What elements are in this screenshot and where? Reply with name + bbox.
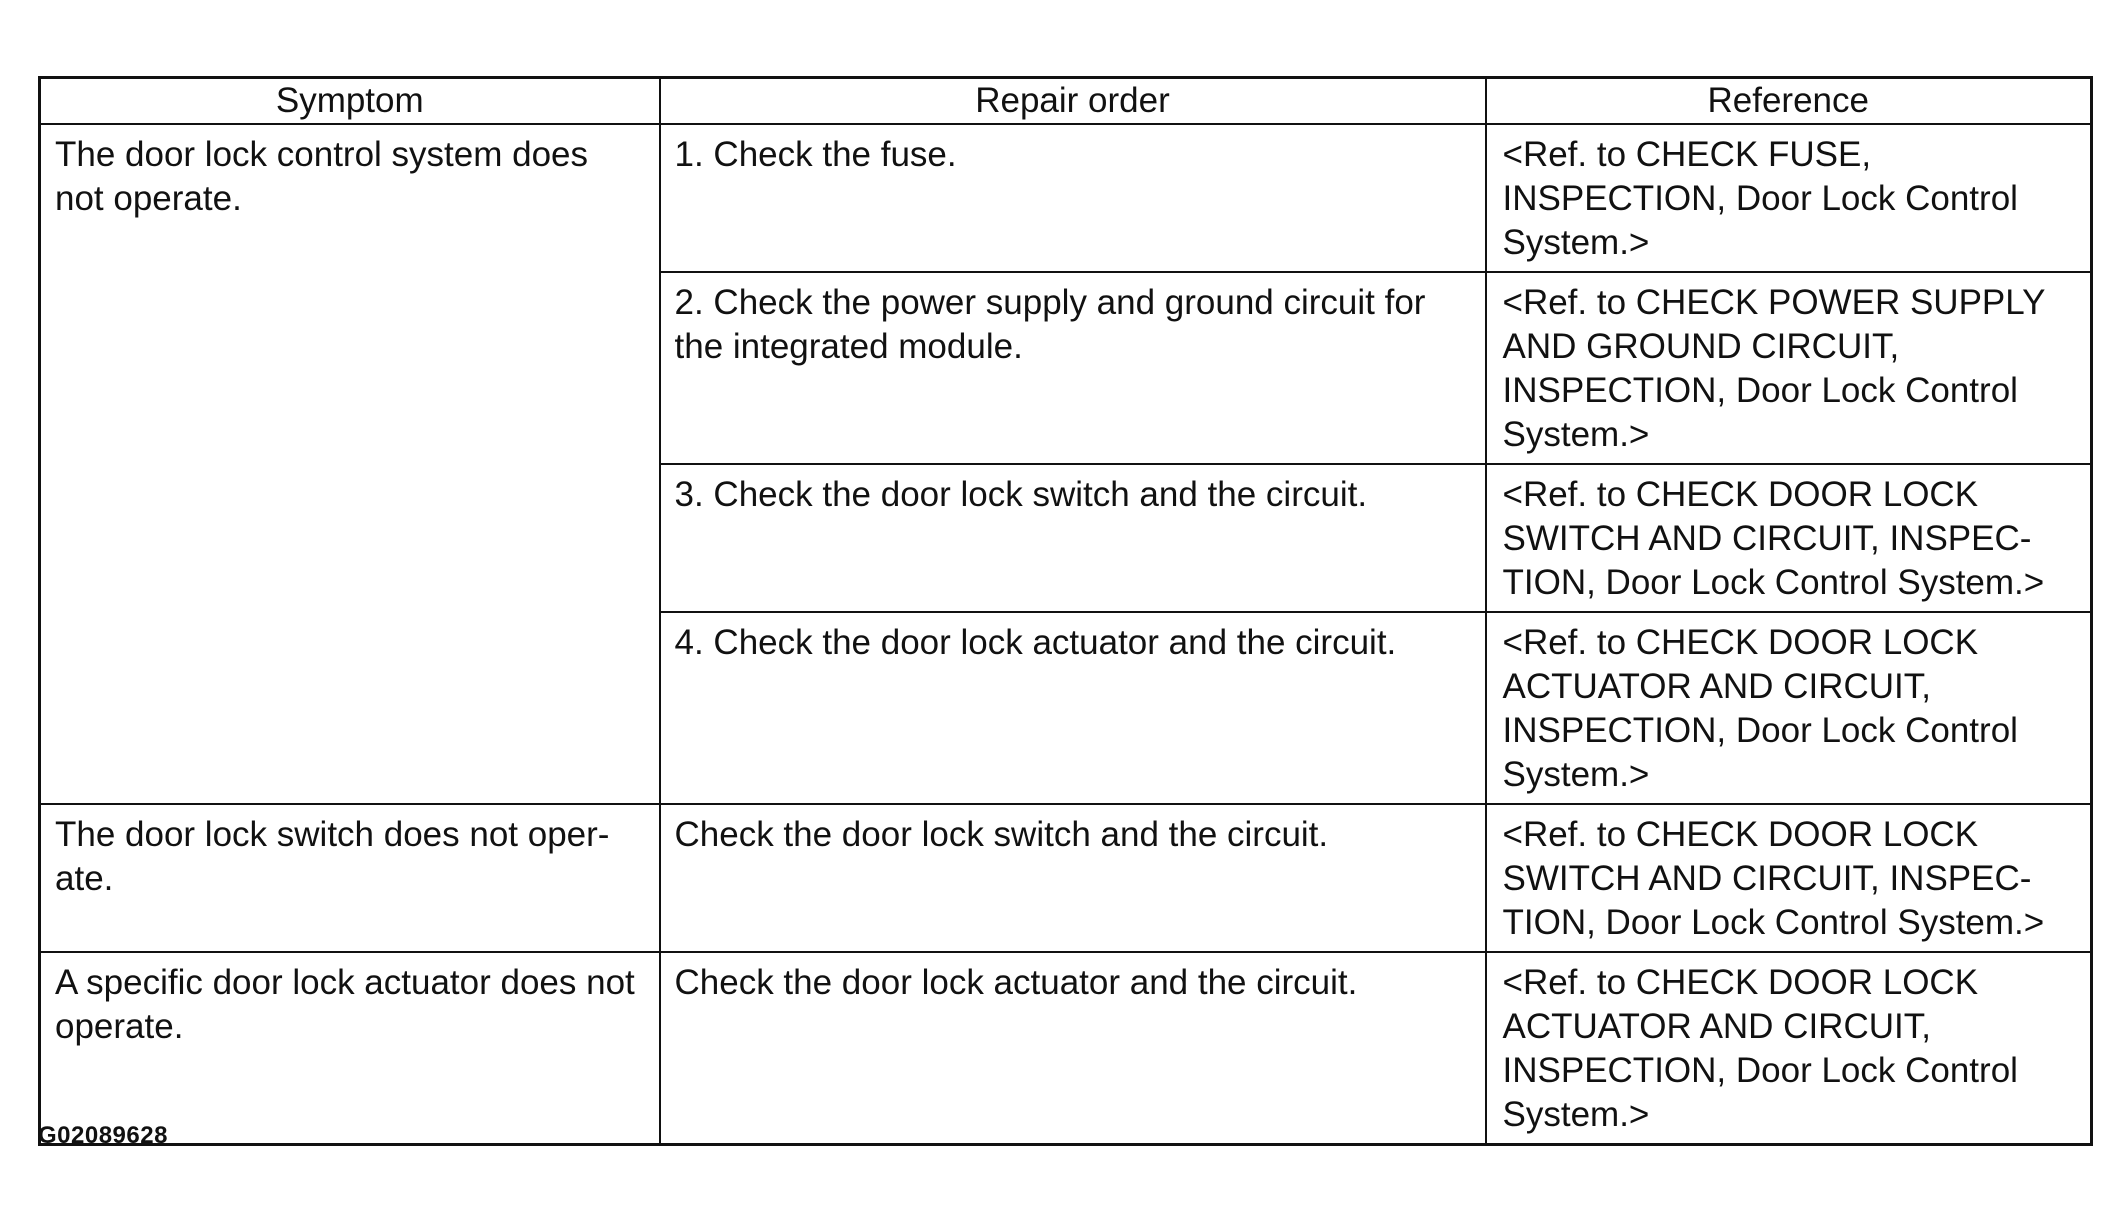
- repair-cell: Check the door lock actuator and the circuit.: [660, 952, 1486, 1145]
- repair-cell: 4. Check the door lock actuator and the circuit.: [660, 612, 1486, 804]
- reference-cell: <Ref. to CHECK POWER SUPPLY AND GROUND CIRCUIT, INSPECTION, Door Lock Control System.>: [1486, 272, 2092, 464]
- repair-cell: 1. Check the fuse.: [660, 124, 1486, 272]
- symptom-cell: The door lock control system does not operate.: [40, 124, 660, 804]
- reference-cell: <Ref. to CHECK DOOR LOCK ACTUATOR AND CIRCUIT, INSPECTION, Door Lock Control System.>: [1486, 952, 2092, 1145]
- symptom-cell: The door lock switch does not oper-ate.: [40, 804, 660, 952]
- header-symptom: Symptom: [40, 78, 660, 125]
- header-reference: Reference: [1486, 78, 2092, 125]
- reference-cell: <Ref. to CHECK FUSE, INSPECTION, Door Lock Control System.>: [1486, 124, 2092, 272]
- troubleshooting-table-container: [38, 76, 2090, 1146]
- reference-cell: <Ref. to CHECK DOOR LOCK SWITCH AND CIRCUIT, INSPEC-TION, Door Lock Control System.>: [1486, 464, 2092, 612]
- symptom-cell: A specific door lock actuator does not operate.: [40, 952, 660, 1145]
- table-row: [40, 804, 2092, 952]
- repair-cell: 3. Check the door lock switch and the circuit.: [660, 464, 1486, 612]
- reference-cell: <Ref. to CHECK DOOR LOCK SWITCH AND CIRCUIT, INSPEC-TION, Door Lock Control System.>: [1486, 804, 2092, 952]
- header-row: [40, 78, 2092, 125]
- table-row: [40, 952, 2092, 1145]
- troubleshooting-table: [38, 76, 2093, 1146]
- repair-cell: Check the door lock switch and the circuit.: [660, 804, 1486, 952]
- table-row: [40, 124, 2092, 272]
- figure-id: G02089628: [38, 1122, 168, 1149]
- reference-cell: <Ref. to CHECK DOOR LOCK ACTUATOR AND CIRCUIT, INSPECTION, Door Lock Control System.>: [1486, 612, 2092, 804]
- repair-cell: 2. Check the power supply and ground circuit for the integrated module.: [660, 272, 1486, 464]
- header-repair-order: Repair order: [660, 78, 1486, 125]
